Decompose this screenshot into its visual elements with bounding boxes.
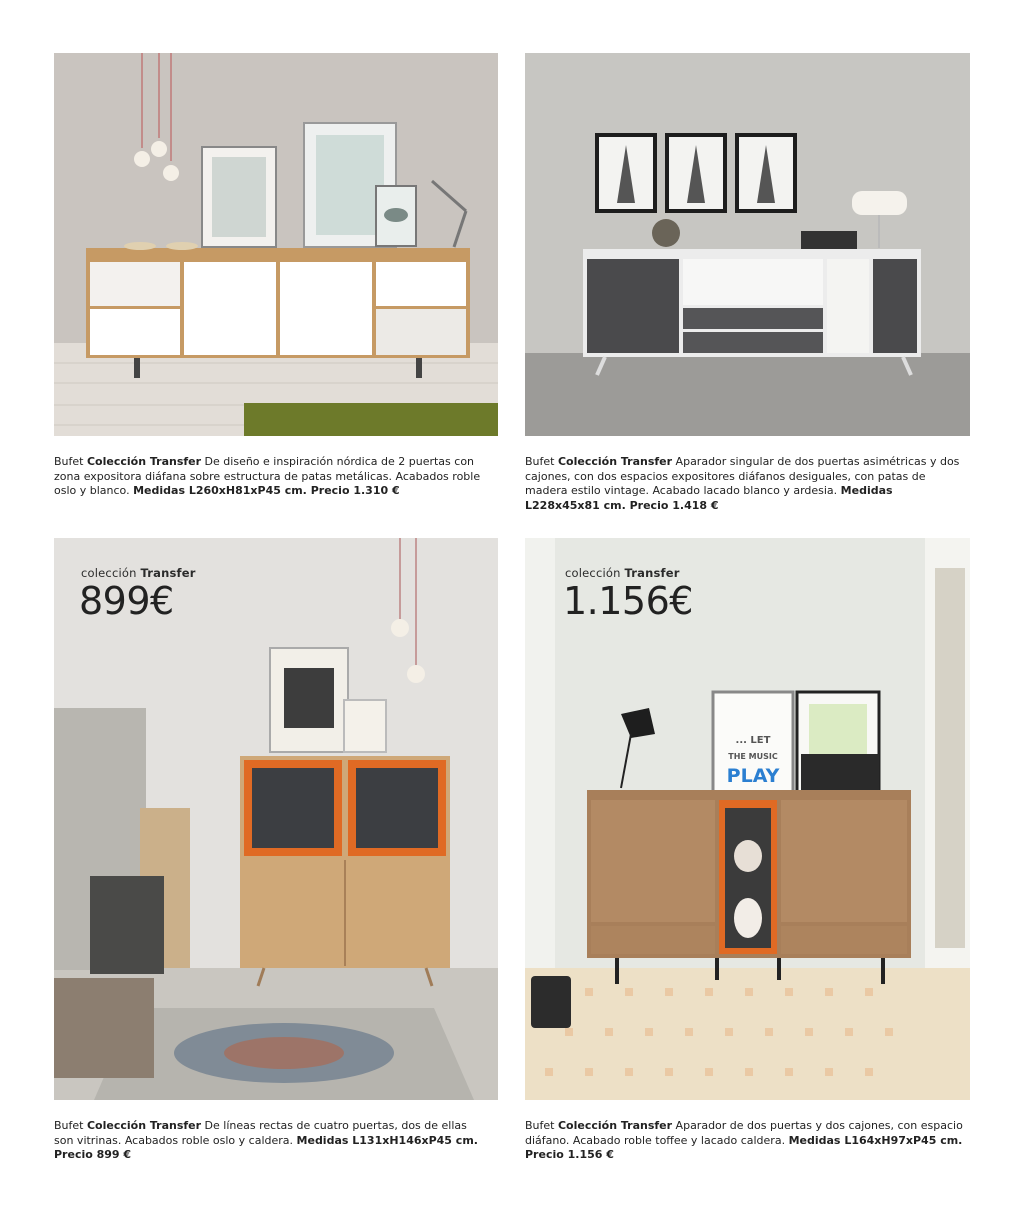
caption-description: De líneas rectas de cuatro puertas, dos de ellas son vitrinas. Acabados roble oslo y caldera. [54, 1119, 467, 1147]
caption-price: Precio 1.156 € [525, 1148, 614, 1161]
caption-description: De diseño e inspiración nórdica de 2 puertas con zona expositora diáfana sobre estructura de patas metálicas. Acabados roble oslo y blanco. [54, 455, 481, 497]
caption-measures-label: Medidas [296, 1133, 349, 1147]
collection-tag-name: Transfer [140, 566, 196, 580]
product-photo-1 [54, 53, 498, 436]
caption-measures-label: Medidas [133, 484, 185, 497]
product-caption-2 [525, 455, 970, 513]
poster-music-line-1: ... LET [735, 735, 771, 746]
collection-tag-prefix: colección [565, 566, 625, 580]
caption-price: Precio 1.310 € [310, 484, 400, 497]
caption-price: Precio 899 € [54, 1148, 132, 1161]
poster-play-text: PLAY [726, 765, 780, 787]
product-photo-2 [525, 53, 970, 436]
overlay-price-4: 1.156€ [563, 579, 693, 623]
collection-tag-3 [81, 566, 196, 580]
caption-measures: L228x45x81 cm. [525, 498, 630, 512]
caption-lead: Bufet [54, 455, 87, 468]
caption-collection: Colección Transfer [86, 455, 202, 468]
caption-description: Aparador singular de dos puertas asimétricas y dos cajones, con dos espacios expositores diáfanos desiguales, con patas de madera estilo vintage. Acabado lacado blanco y ardesia. [525, 455, 960, 497]
caption-measures-label: Medidas [788, 1133, 841, 1147]
caption-description: Aparador de dos puertas y dos cajones, con espacio diáfano. Acabado roble toffee y lacado caldera. [525, 1119, 963, 1147]
collection-tag-4 [565, 566, 680, 580]
caption-measures: L164xH97xP45 cm. [840, 1133, 963, 1147]
caption-measures-label: Medidas [840, 484, 893, 497]
caption-collection: Colección Transfer [86, 1119, 202, 1132]
caption-price: Precio 1.418 € [629, 498, 719, 512]
product-caption-1 [54, 455, 499, 499]
product-caption-4 [525, 1119, 970, 1163]
product-caption-3 [54, 1119, 484, 1163]
caption-measures: L131xH146xP45 cm. [348, 1133, 478, 1147]
caption-lead: Bufet [525, 1119, 558, 1132]
overlay-price-3: 899€ [79, 579, 174, 623]
collection-tag-prefix: colección [81, 566, 141, 580]
poster-music-line-2: THE MUSIC [728, 752, 778, 761]
caption-collection: Colección Transfer [557, 1119, 673, 1132]
caption-lead: Bufet [525, 455, 558, 468]
caption-lead: Bufet [54, 1119, 87, 1132]
collection-tag-name: Transfer [624, 566, 680, 580]
caption-collection: Colección Transfer [557, 455, 673, 468]
caption-measures: L260xH81xP45 cm. [185, 484, 311, 497]
